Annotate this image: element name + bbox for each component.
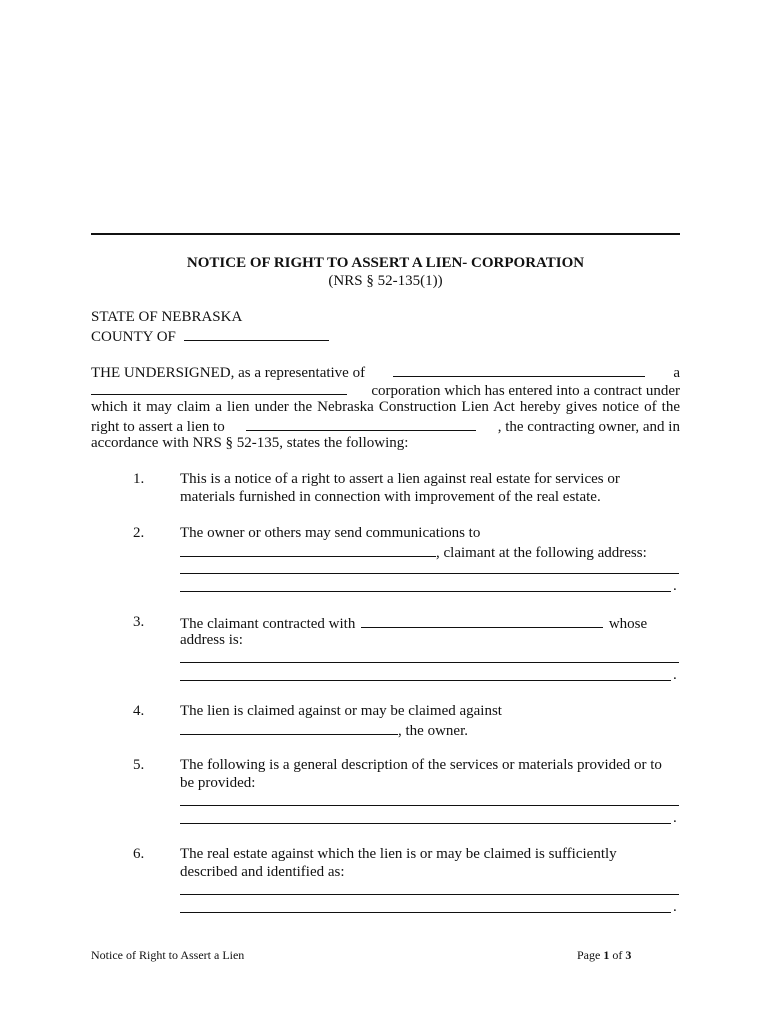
item-3-text: [180, 613, 647, 633]
item-1-text: This is a notice of a right to assert a lien against real estate for services or: [180, 471, 620, 487]
county-line: [91, 326, 329, 346]
contracted-with-blank[interactable]: [361, 613, 603, 628]
intro-line-5: accordance with NRS § 52-135, states the following:: [91, 435, 409, 451]
item-3-text-cont: address is:: [180, 632, 243, 648]
item-4-owner-line: [180, 720, 468, 740]
county-blank[interactable]: [184, 326, 329, 341]
statute-reference: (NRS § 52-135(1)): [328, 273, 443, 289]
item-number: 4.: [133, 703, 145, 719]
claimant-address-line-1[interactable]: [180, 573, 679, 574]
item-text: The claimant contracted with: [180, 616, 356, 632]
state-line: STATE OF NEBRASKA: [91, 309, 243, 325]
corporation-name-blank[interactable]: [393, 362, 645, 377]
document-title: NOTICE OF RIGHT TO ASSERT A LIEN- CORPORATION: [186, 255, 585, 271]
item-6-text: The real estate against which the lien is or may be claimed is sufficiently: [180, 846, 617, 862]
intro-text: right to assert a lien to: [91, 419, 225, 435]
description-line-2[interactable]: [180, 823, 671, 824]
intro-text: corporation which has entered into a contract under: [371, 383, 680, 399]
description-line-1[interactable]: [180, 805, 679, 806]
intro-text: which it may claim a lien under the Nebraska Construction Lien Act hereby gives notice of the: [91, 399, 680, 415]
contractor-address-line-1[interactable]: [180, 662, 679, 663]
page-word: Page: [577, 948, 601, 962]
item-2-text: The owner or others may send communications to: [180, 525, 481, 541]
item-text: , claimant at the following address:: [436, 545, 647, 561]
real-estate-line-2[interactable]: [180, 912, 671, 913]
owner-blank[interactable]: [180, 720, 398, 735]
claimant-address-line-2[interactable]: [180, 591, 671, 592]
real-estate-line-1[interactable]: [180, 894, 679, 895]
intro-line-2: [91, 380, 680, 400]
period: .: [673, 810, 677, 826]
item-number: 1.: [133, 471, 145, 487]
intro-line-1: [91, 362, 680, 382]
item-number: 2.: [133, 525, 145, 541]
period: .: [673, 667, 677, 683]
page-number: 1: [603, 948, 610, 962]
item-number: 6.: [133, 846, 145, 862]
intro-line-4: [91, 416, 680, 436]
page-indicator: [577, 947, 631, 963]
intro-line-3: [91, 398, 680, 416]
item-5-text: The following is a general description of the services or materials provided or to: [180, 757, 662, 773]
intro-text: , the contracting owner, and in: [497, 419, 680, 435]
item-number: 5.: [133, 757, 145, 773]
item-text: , the owner.: [398, 723, 468, 739]
item-text: whose: [608, 616, 648, 632]
contractor-address-line-2[interactable]: [180, 680, 671, 681]
item-number: 3.: [133, 614, 145, 630]
corporation-name-blank-cont[interactable]: [91, 380, 347, 395]
item-5-text-cont: be provided:: [180, 775, 256, 791]
claimant-name-blank[interactable]: [180, 542, 436, 557]
item-2-claimant-line: [180, 542, 647, 562]
item-1-text-cont: materials furnished in connection with improvement of the real estate.: [180, 489, 601, 505]
owner-name-blank[interactable]: [246, 416, 476, 431]
item-6-text-cont: described and identified as:: [180, 864, 345, 880]
county-label: COUNTY OF: [91, 329, 176, 345]
item-4-text: The lien is claimed against or may be claimed against: [180, 703, 502, 719]
footer-title: Notice of Right to Assert a Lien: [91, 948, 245, 962]
period: .: [673, 899, 677, 915]
page-total: 3: [625, 948, 632, 962]
intro-text: a: [673, 365, 680, 381]
intro-text: THE UNDERSIGNED, as a representative of: [91, 365, 366, 381]
header-rule: [91, 233, 680, 235]
of-word: of: [612, 948, 623, 962]
period: .: [673, 578, 677, 594]
